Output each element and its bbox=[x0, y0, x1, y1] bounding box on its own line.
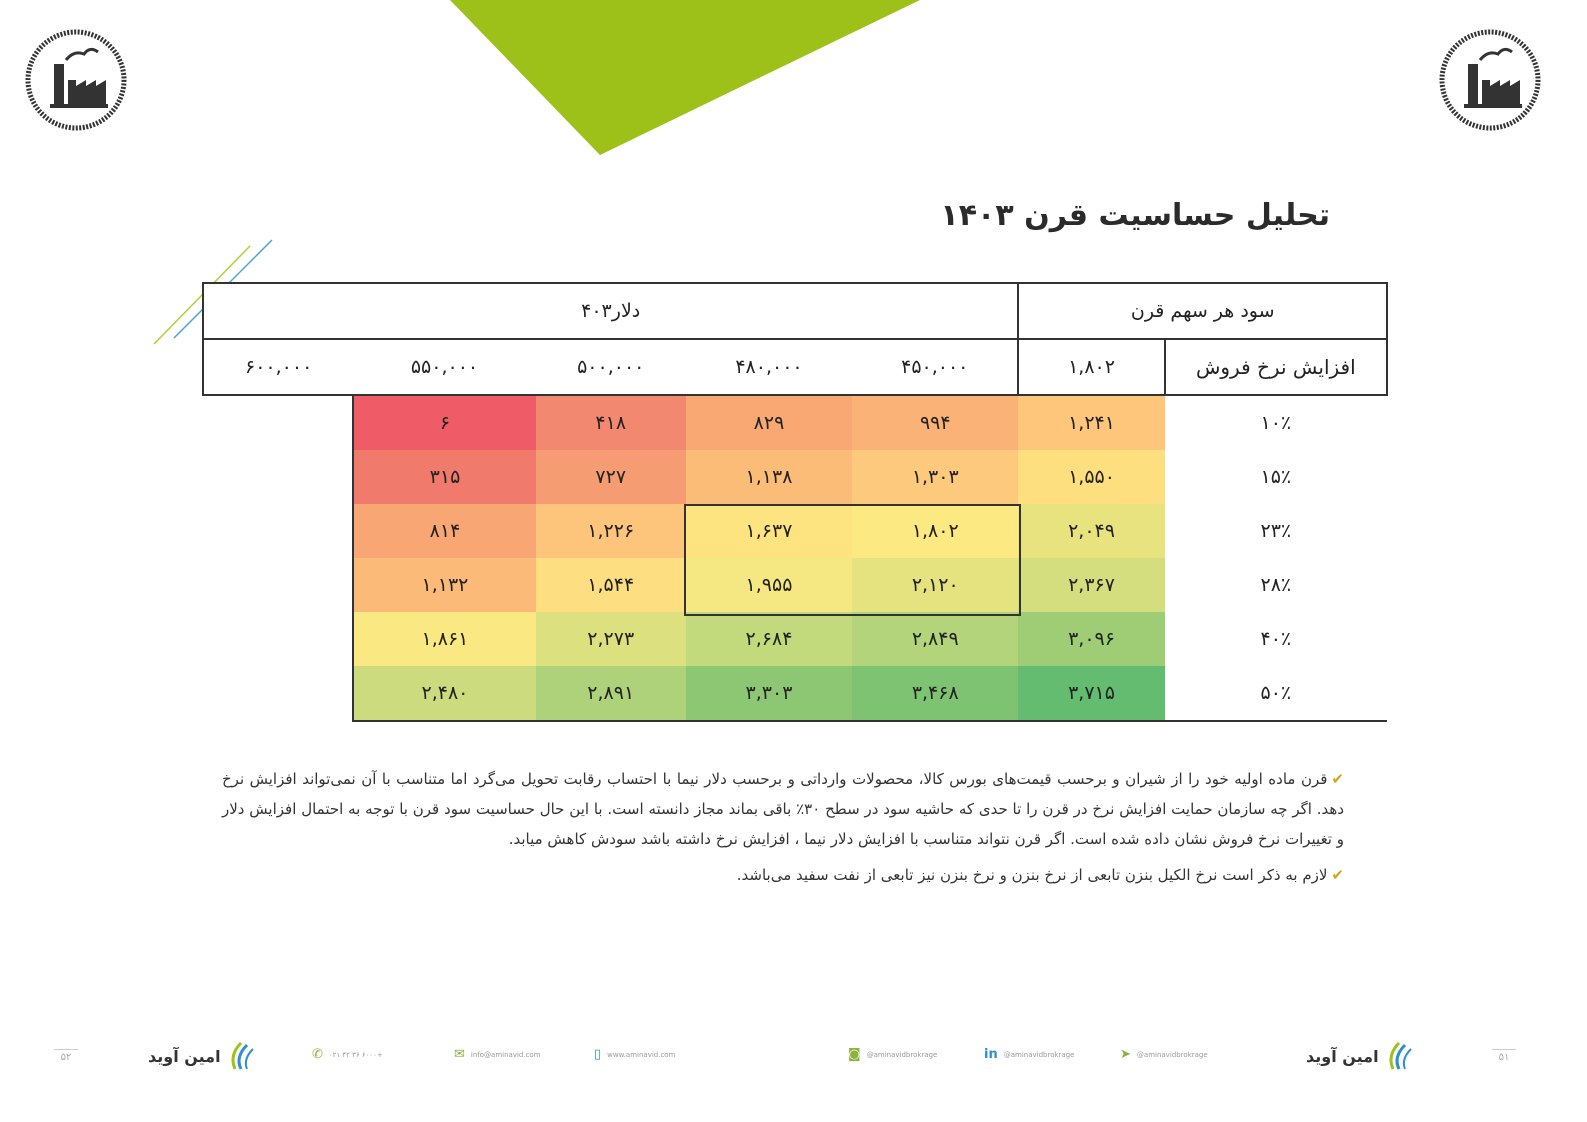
value-cell: ۱,۳۰۳ bbox=[852, 450, 1018, 504]
value-cell: ۳,۳۰۳ bbox=[686, 666, 852, 721]
table-row bbox=[203, 558, 1387, 612]
col-header: ۵۵۰,۰۰۰ bbox=[353, 339, 535, 395]
dollar-header: دلار۴۰۳ bbox=[203, 283, 1018, 339]
decorative-green-triangle bbox=[0, 0, 1587, 160]
rate-cell: ۱۵٪ bbox=[1165, 450, 1387, 504]
value-cell: ۲,۴۸۰ bbox=[353, 666, 535, 721]
col-header: ۴۵۰,۰۰۰ bbox=[852, 339, 1018, 395]
table-row bbox=[203, 395, 1387, 450]
telegram-icon: ➤ bbox=[1120, 1047, 1131, 1062]
base-value: ۱,۸۰۲ bbox=[1018, 339, 1164, 395]
value-cell: ۲,۶۸۴ bbox=[686, 612, 852, 666]
value-cell: ۱,۸۶۱ bbox=[353, 612, 535, 666]
value-cell: ۲,۳۶۷ bbox=[1018, 558, 1164, 612]
footer-linkedin[interactable]: in @aminavidbrokrage bbox=[984, 1047, 1075, 1062]
value-cell: ۸۲۹ bbox=[686, 395, 852, 450]
table-row bbox=[203, 666, 1387, 721]
value-cell: ۴۱۸ bbox=[536, 395, 686, 450]
check-icon: ✔ bbox=[1331, 866, 1344, 884]
eps-corner-label: سود هر سهم قرن bbox=[1018, 283, 1387, 339]
rate-cell: ۱۰٪ bbox=[1165, 395, 1387, 450]
value-cell: ۷۲۷ bbox=[536, 450, 686, 504]
col-header: ۶۰۰,۰۰۰ bbox=[203, 339, 353, 395]
mouse-icon: ▯ bbox=[594, 1047, 602, 1062]
footer-phone[interactable]: ✆ ۰۲۱ ۴۲ ۳۶ ۶۰۰۰+ bbox=[312, 1047, 383, 1062]
value-cell: ۱,۱۳۲ bbox=[353, 558, 535, 612]
table-row bbox=[203, 504, 1387, 558]
value-cell: ۳,۷۱۵ bbox=[1018, 666, 1164, 721]
value-cell: ۸۱۴ bbox=[353, 504, 535, 558]
col-header: ۵۰۰,۰۰۰ bbox=[536, 339, 686, 395]
instagram-icon: ◙ bbox=[848, 1047, 861, 1062]
check-icon: ✔ bbox=[1331, 770, 1344, 788]
value-cell: ۳,۰۹۶ bbox=[1018, 612, 1164, 666]
factory-logo-icon bbox=[24, 28, 128, 132]
col-header: ۴۸۰,۰۰۰ bbox=[686, 339, 852, 395]
value-cell: ۱,۵۴۴ bbox=[536, 558, 686, 612]
note-paragraph: ✔لازم به ذکر است نرخ الکیل بنزن تابعی از نرخ بنزن و نرخ بنزن نیز تابعی از نفت سفید می‌باشد. bbox=[736, 866, 1344, 884]
brand-logo-right: امین آوید bbox=[1306, 1039, 1413, 1073]
page-number-left: ۵۲ bbox=[54, 1049, 78, 1063]
value-cell: ۳۱۵ bbox=[353, 450, 535, 504]
footer-email[interactable]: ✉ info@aminavid.com bbox=[454, 1047, 541, 1062]
table-row bbox=[203, 450, 1387, 504]
value-cell: ۱,۲۴۱ bbox=[1018, 395, 1164, 450]
note-paragraph: ✔قرن ماده اولیه خود را از شیران و برحسب قیمت‌های بورس کالا، محصولات وارداتی و برحسب دلار نیما با احتساب رقابت تحویل می‌گرد اما متناسب با آن نمی‌تواند افزایش نرخ دهد. اگر چه سازمان حمایت افزایش نرخ در قرن را تا حدی که حاشیه سود در سطح ۳۰٪ باقی بماند مجاز دانسته است. با این حال حساسیت سود قرن با توجه به احتمال افزایش دلار و تغییرات نرخ فروش نشان داده شده است. اگر قرن نتواند متناسب با افزایش دلار نیما ، افزایش نرخ داشته باشد سودش کاهش میابد. bbox=[222, 770, 1344, 848]
value-cell: ۱,۸۰۲ bbox=[852, 504, 1018, 558]
brand-logo-left: امین آوید bbox=[148, 1039, 255, 1073]
notes-section bbox=[222, 764, 1344, 896]
footer-telegram[interactable]: ➤ @aminavidbrokrage bbox=[1120, 1047, 1208, 1062]
value-cell: ۶ bbox=[353, 395, 535, 450]
value-cell: ۹۹۴ bbox=[852, 395, 1018, 450]
aminavid-logo-icon bbox=[1385, 1039, 1413, 1073]
value-cell: ۲,۸۹۱ bbox=[536, 666, 686, 721]
rate-cell: ۴۰٪ bbox=[1165, 612, 1387, 666]
rate-cell: ۲۳٪ bbox=[1165, 504, 1387, 558]
value-cell: ۱,۲۲۶ bbox=[536, 504, 686, 558]
footer-website[interactable]: ▯ www.aminavid.com bbox=[594, 1047, 676, 1062]
page-title: تحلیل حساسیت قرن ۱۴۰۳ bbox=[940, 198, 1330, 233]
sensitivity-table bbox=[202, 282, 1388, 722]
rate-cell: ۵۰٪ bbox=[1165, 666, 1387, 721]
value-cell: ۲,۸۴۹ bbox=[852, 612, 1018, 666]
value-cell: ۱,۶۳۷ bbox=[686, 504, 852, 558]
linkedin-icon: in bbox=[984, 1047, 998, 1062]
value-cell: ۲,۰۴۹ bbox=[1018, 504, 1164, 558]
footer-instagram[interactable]: ◙ @aminavidbrokrage bbox=[848, 1047, 938, 1062]
phone-icon: ✆ bbox=[312, 1047, 323, 1062]
value-cell: ۲,۲۷۳ bbox=[536, 612, 686, 666]
value-cell: ۲,۱۲۰ bbox=[852, 558, 1018, 612]
factory-logo-icon bbox=[1438, 28, 1542, 132]
row-group-label: افزایش نرخ فروش bbox=[1165, 339, 1387, 395]
table-row bbox=[203, 612, 1387, 666]
email-icon: ✉ bbox=[454, 1047, 465, 1062]
value-cell: ۱,۱۳۸ bbox=[686, 450, 852, 504]
value-cell: ۱,۹۵۵ bbox=[686, 558, 852, 612]
footer bbox=[0, 1035, 1587, 1085]
rate-cell: ۲۸٪ bbox=[1165, 558, 1387, 612]
value-cell: ۳,۴۶۸ bbox=[852, 666, 1018, 721]
aminavid-logo-icon bbox=[227, 1039, 255, 1073]
page-number-right: ۵۱ bbox=[1492, 1049, 1516, 1063]
value-cell: ۱,۵۵۰ bbox=[1018, 450, 1164, 504]
